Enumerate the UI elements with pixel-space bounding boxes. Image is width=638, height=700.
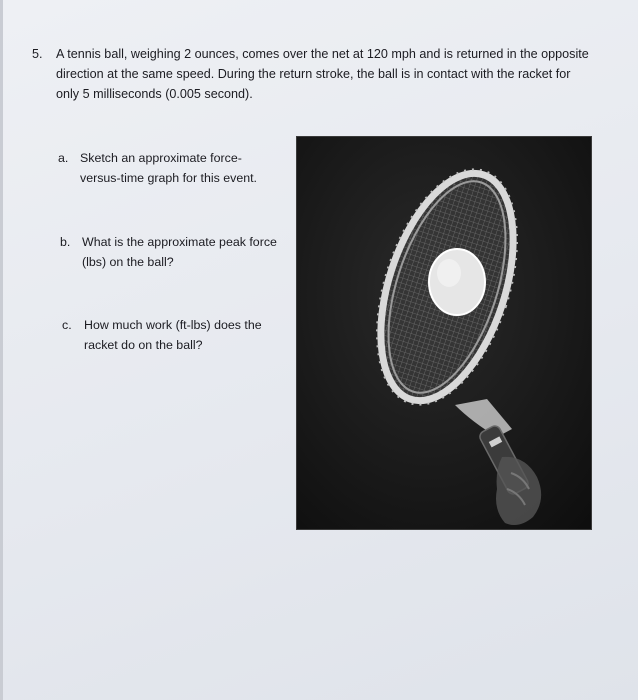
problem-5 xyxy=(32,44,592,104)
part-b xyxy=(60,232,280,272)
racket-ball-illustration xyxy=(297,137,591,529)
part-b-question: What is the approximate peak force (lbs) on the ball? xyxy=(82,235,277,269)
part-a-question: Sketch an approximate force-versus-time graph for this event. xyxy=(80,151,257,185)
problem-statement: A tennis ball, weighing 2 ounces, comes over the net at 120 mph and is returned in the opposite direction at the same speed. During the return stroke, the ball is in contact with the racket for only 5 milliseconds (0.005 second). xyxy=(56,47,589,101)
part-a xyxy=(58,148,278,188)
tennis-ball xyxy=(429,249,485,315)
problem-number: 5. xyxy=(32,47,43,61)
page-left-edge xyxy=(0,0,3,700)
part-c-question: How much work (ft-lbs) does the racket do on the ball? xyxy=(84,318,262,352)
part-b-letter: b. xyxy=(60,235,71,249)
tennis-racket-photo xyxy=(296,136,592,530)
part-a-letter: a. xyxy=(58,151,69,165)
part-c-letter: c. xyxy=(62,318,72,332)
part-c xyxy=(62,315,290,355)
